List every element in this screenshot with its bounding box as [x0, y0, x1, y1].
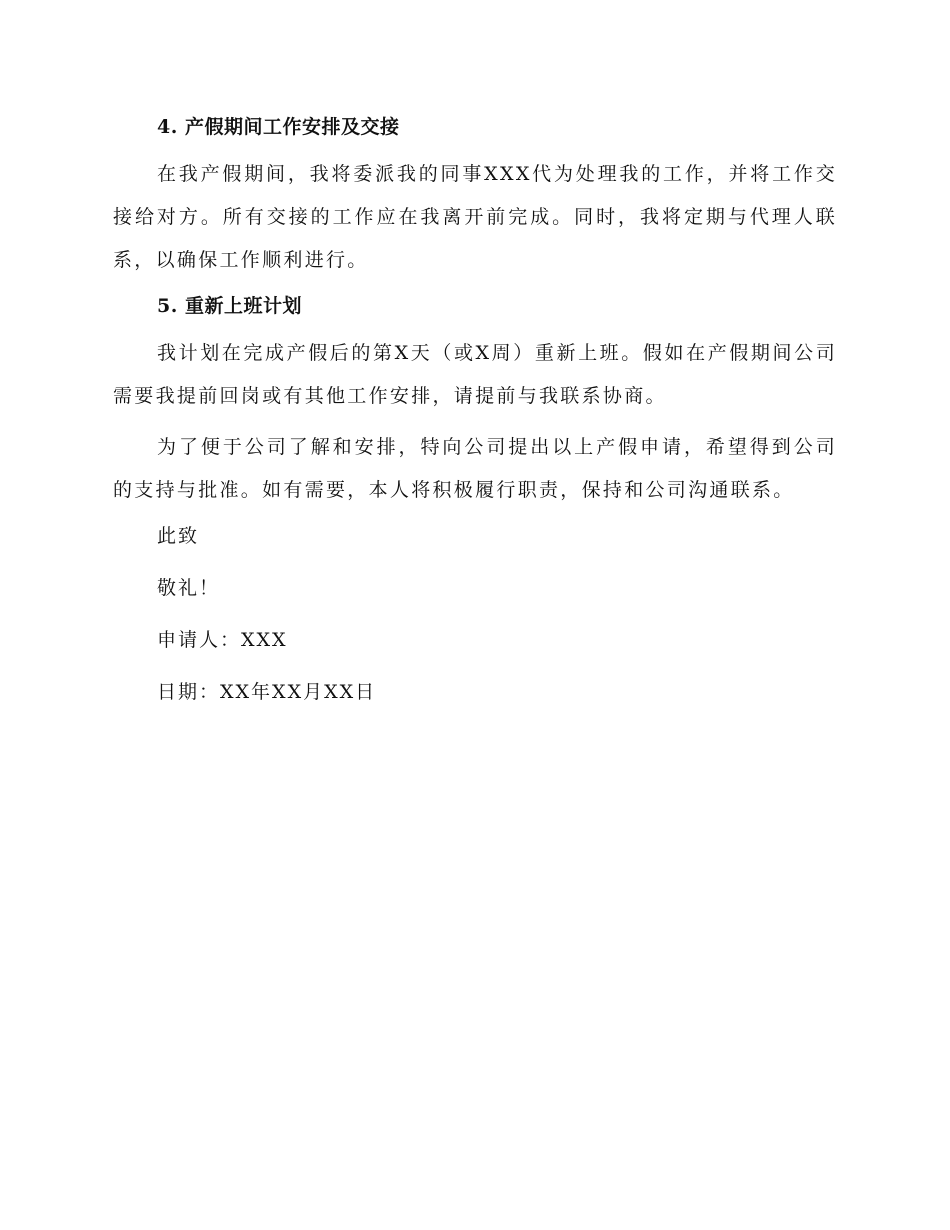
applicant-line: 申请人：XXX [157, 629, 288, 651]
salutation-cizhi: 此致 [157, 525, 200, 547]
date-line: 日期：XX年XX月XX日 [157, 681, 377, 703]
section-4-paragraph: 在我产假期间，我将委派我的同事XXX代为处理我的工作，并将工作交接给对方。所有交接的工作应在我离开前完成。同时，我将定期与代理人联系，以确保工作顺利进行。 [113, 163, 837, 271]
document-page [113, 111, 837, 728]
section-4-heading: 4. 产假期间工作安排及交接 [157, 116, 400, 138]
closing-paragraph: 为了便于公司了解和安排，特向公司提出以上产假申请，希望得到公司的支持与批准。如有需要，本人将积极履行职责，保持和公司沟通联系。 [113, 436, 837, 501]
section-5-heading: 5. 重新上班计划 [157, 295, 302, 317]
section-5-paragraph: 我计划在完成产假后的第X天（或X周）重新上班。假如在产假期间公司需要我提前回岗或有其他工作安排，请提前与我联系协商。 [113, 342, 837, 407]
salutation-jingli: 敬礼！ [157, 577, 221, 599]
